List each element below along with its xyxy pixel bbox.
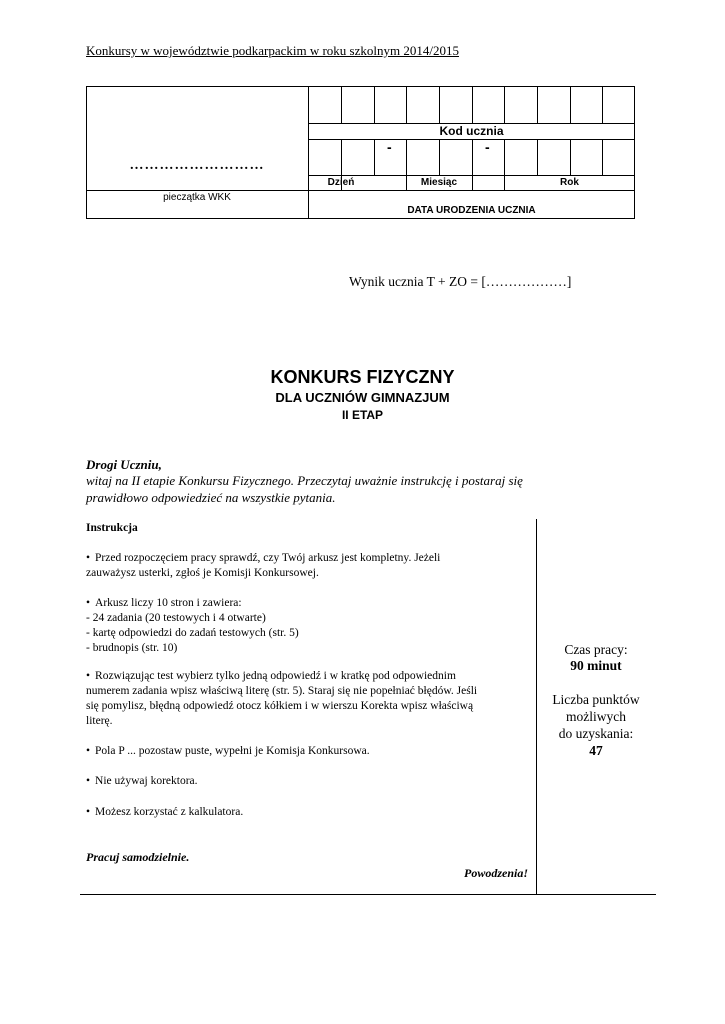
good-luck-note: Powodzenia! — [463, 866, 528, 880]
instruction-text: zauważysz usterki, zgłoś je Komisji Konkursowej. — [86, 567, 319, 579]
student-code-label: Kod ucznia — [439, 124, 504, 138]
instruction-bullet-2: • Arkusz liczy 10 stron i zawiera: — [86, 597, 242, 609]
instruction-bullet-6: • Możesz korzystać z kalkulatora. — [86, 806, 243, 818]
instruction-text: - kartę odpowiedzi do zadań testowych (str. 5) — [86, 627, 299, 639]
instruction-text: - 24 zadania (20 testowych i 4 otwarte) — [86, 612, 266, 624]
points-label-3: do uzyskania: — [558, 726, 634, 741]
instructions-heading: Instrukcja — [86, 522, 138, 534]
stamp-label: pieczątka WKK — [163, 192, 231, 203]
instruction-bullet-1: • Przed rozpoczęciem pracy sprawdź, czy Twój arkusz jest kompletny. Jeżeli — [86, 552, 440, 564]
time-value: 90 minut — [570, 658, 622, 673]
instruction-text: numerem zadania wpisz właściwą literę (str. 5). Staraj się nie popełniać błędów. Jeśli — [86, 685, 478, 697]
bullet-icon — [86, 670, 95, 682]
bullet-icon — [86, 775, 95, 787]
day-label: Dzień — [327, 177, 355, 188]
date-dash-2: - — [485, 139, 490, 155]
contest-subtitle: DLA UCZNIÓW GIMNAZJUM — [275, 390, 450, 405]
greeting-line-2: prawidłowo odpowiedzieć na wszystkie pytania. — [86, 490, 336, 505]
points-label-1: Liczba punktów — [552, 692, 640, 707]
document-header: Konkursy w województwie podkarpackim w roku szkolnym 2014/2015 — [86, 43, 459, 58]
contest-title: KONKURS FIZYCZNY — [270, 367, 455, 387]
greeting-salutation: Drogi Uczniu, — [86, 457, 162, 472]
year-label: Rok — [560, 177, 579, 188]
instruction-text: - brudnopis (str. 10) — [86, 642, 178, 654]
work-alone-note: Pracuj samodzielnie. — [86, 850, 190, 864]
date-dash-1: - — [387, 139, 392, 155]
bullet-icon — [86, 745, 95, 757]
birth-date-label: DATA URODZENIA UCZNIA — [407, 205, 536, 216]
stamp-dots: ……………………… — [129, 158, 265, 173]
instruction-text: literę. — [86, 715, 113, 727]
instruction-bullet-3: • Rozwiązując test wybierz tylko jedną odpowiedź i w kratkę pod odpowiednim — [86, 670, 456, 682]
greeting-line-1: witaj na II etapie Konkursu Fizycznego. Przeczytaj uważnie instrukcję i postaraj się — [86, 473, 523, 488]
contest-stage: II ETAP — [341, 408, 384, 422]
time-label: Czas pracy: — [564, 642, 628, 657]
instruction-bullet-4: • Pola P ... pozostaw puste, wypełni je Komisja Konkursowa. — [86, 745, 370, 757]
instructions-bottom-rule — [80, 894, 656, 895]
bullet-icon — [86, 806, 95, 818]
instruction-bullet-5: • Nie używaj korektora. — [86, 775, 198, 787]
bullet-icon — [86, 552, 95, 564]
points-label-2: możliwych — [566, 709, 626, 724]
stamp-divider — [86, 190, 308, 191]
instruction-text: się pomylisz, błędną odpowiedź otocz kółkiem i w wierszu Korekta wpisz właściwą — [86, 700, 474, 712]
bullet-icon — [86, 597, 95, 609]
points-value: 47 — [589, 743, 603, 758]
month-label: Miesiąc — [420, 177, 458, 188]
student-result: Wynik ucznia T + ZO = [………………] — [349, 274, 572, 289]
form-divider — [308, 86, 309, 219]
